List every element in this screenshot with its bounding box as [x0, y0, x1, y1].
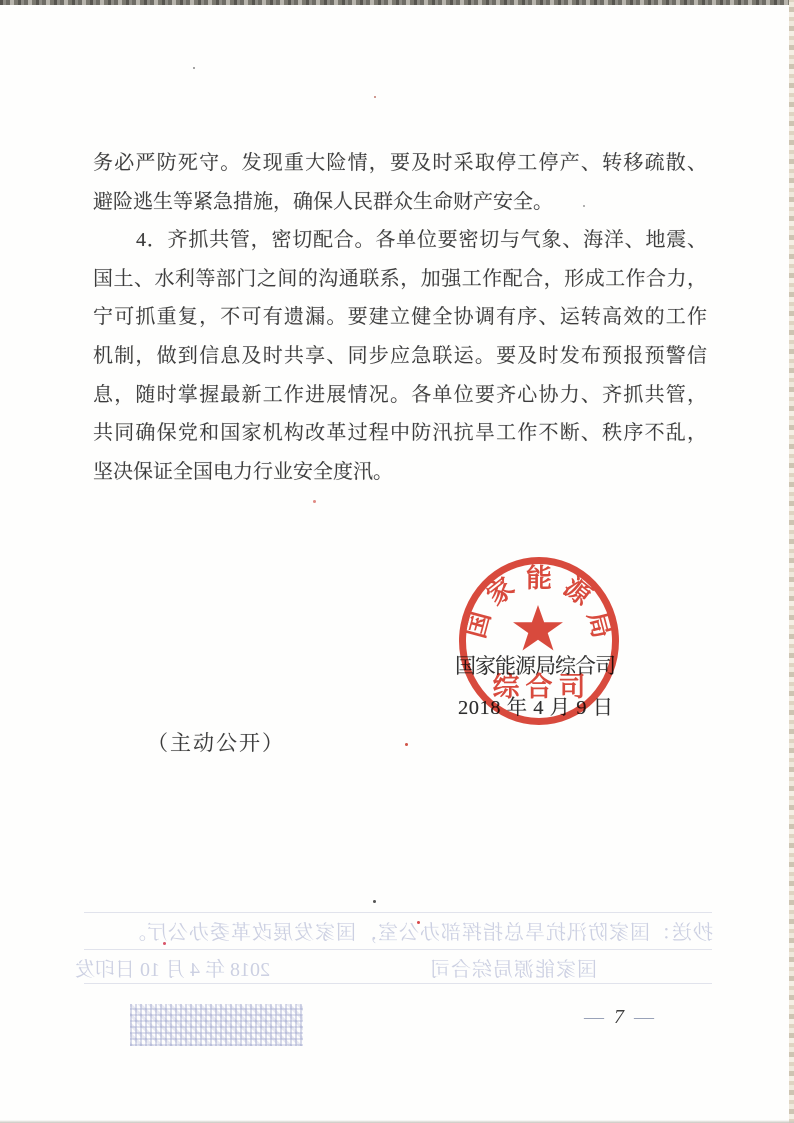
- seal-ring-char: 国: [461, 608, 496, 642]
- body-text: [93, 144, 707, 491]
- body-line: 避险逃生等紧急措施，确保人民群众生命财产安全。: [93, 190, 553, 213]
- seal-ring-char: 源: [558, 572, 597, 612]
- seal-ring-char: 能: [525, 564, 552, 593]
- seal-ring-char: 家: [481, 572, 520, 612]
- scan-edge-right: [789, 0, 794, 1123]
- body-line: 宁可抓重复，不可有遗漏。要建立健全协调有序、运转高效的工作: [93, 306, 707, 329]
- scan-speck: [193, 67, 195, 69]
- scan-speck: [313, 500, 316, 503]
- bleed-rule: [84, 983, 712, 984]
- scan-edge-top: [0, 0, 794, 5]
- body-line: 共同确保党和国家机构改革过程中防汛抗旱工作不断、秩序不乱，: [93, 422, 707, 445]
- scan-speck: [374, 96, 376, 98]
- page-number-value: 7: [614, 1006, 624, 1028]
- disclosure-note: （主动公开）: [147, 731, 285, 755]
- page-number-dash: —: [584, 1006, 604, 1028]
- page-number: [584, 1006, 654, 1029]
- scan-speck: [405, 743, 408, 746]
- body-line: 机制，做到信息及时共享、同步应急联运。要及时发布预报预警信: [93, 344, 707, 367]
- scan-speck: [583, 205, 585, 207]
- bleed-issuer: 国家能源局综合司: [429, 959, 597, 981]
- bleed-rule: [84, 949, 712, 950]
- signature-date: 2018 年 4 月 9 日: [458, 697, 614, 719]
- body-line: 坚决保证全国电力行业安全度汛。: [93, 460, 393, 483]
- seal-ring-char: 局: [582, 608, 617, 642]
- scan-speck: [373, 900, 376, 903]
- body-line: 务必严防死守。发现重大险情，要及时采取停工停产、转移疏散、: [93, 152, 707, 174]
- body-line: 国土、水利等部门之间的沟通联系，加强工作配合，形成工作合力，: [93, 267, 707, 290]
- signature-agency: 国家能源局综合司: [455, 654, 615, 678]
- page-number-dash: —: [634, 1006, 654, 1028]
- bleed-rule: [84, 912, 712, 913]
- scan-speck: [163, 942, 166, 945]
- bleed-print-date: 2018 年 4 月 10 日印发: [75, 959, 270, 981]
- seal-center-text: 综合司: [492, 672, 592, 702]
- official-seal: [451, 553, 627, 729]
- bleed-noise-block: [130, 1004, 303, 1046]
- scan-speck: [417, 921, 420, 924]
- body-line: 4．齐抓共管，密切配合。各单位要密切与气象、海洋、地震、: [136, 229, 707, 252]
- bleed-cc-line: 抄送：国家防汛抗旱总指挥部办公室，国家发展改革委办公厅。: [125, 922, 713, 944]
- body-line: 息，随时掌握最新工作进展情况。各单位要齐心协力、齐抓共管，: [93, 383, 707, 406]
